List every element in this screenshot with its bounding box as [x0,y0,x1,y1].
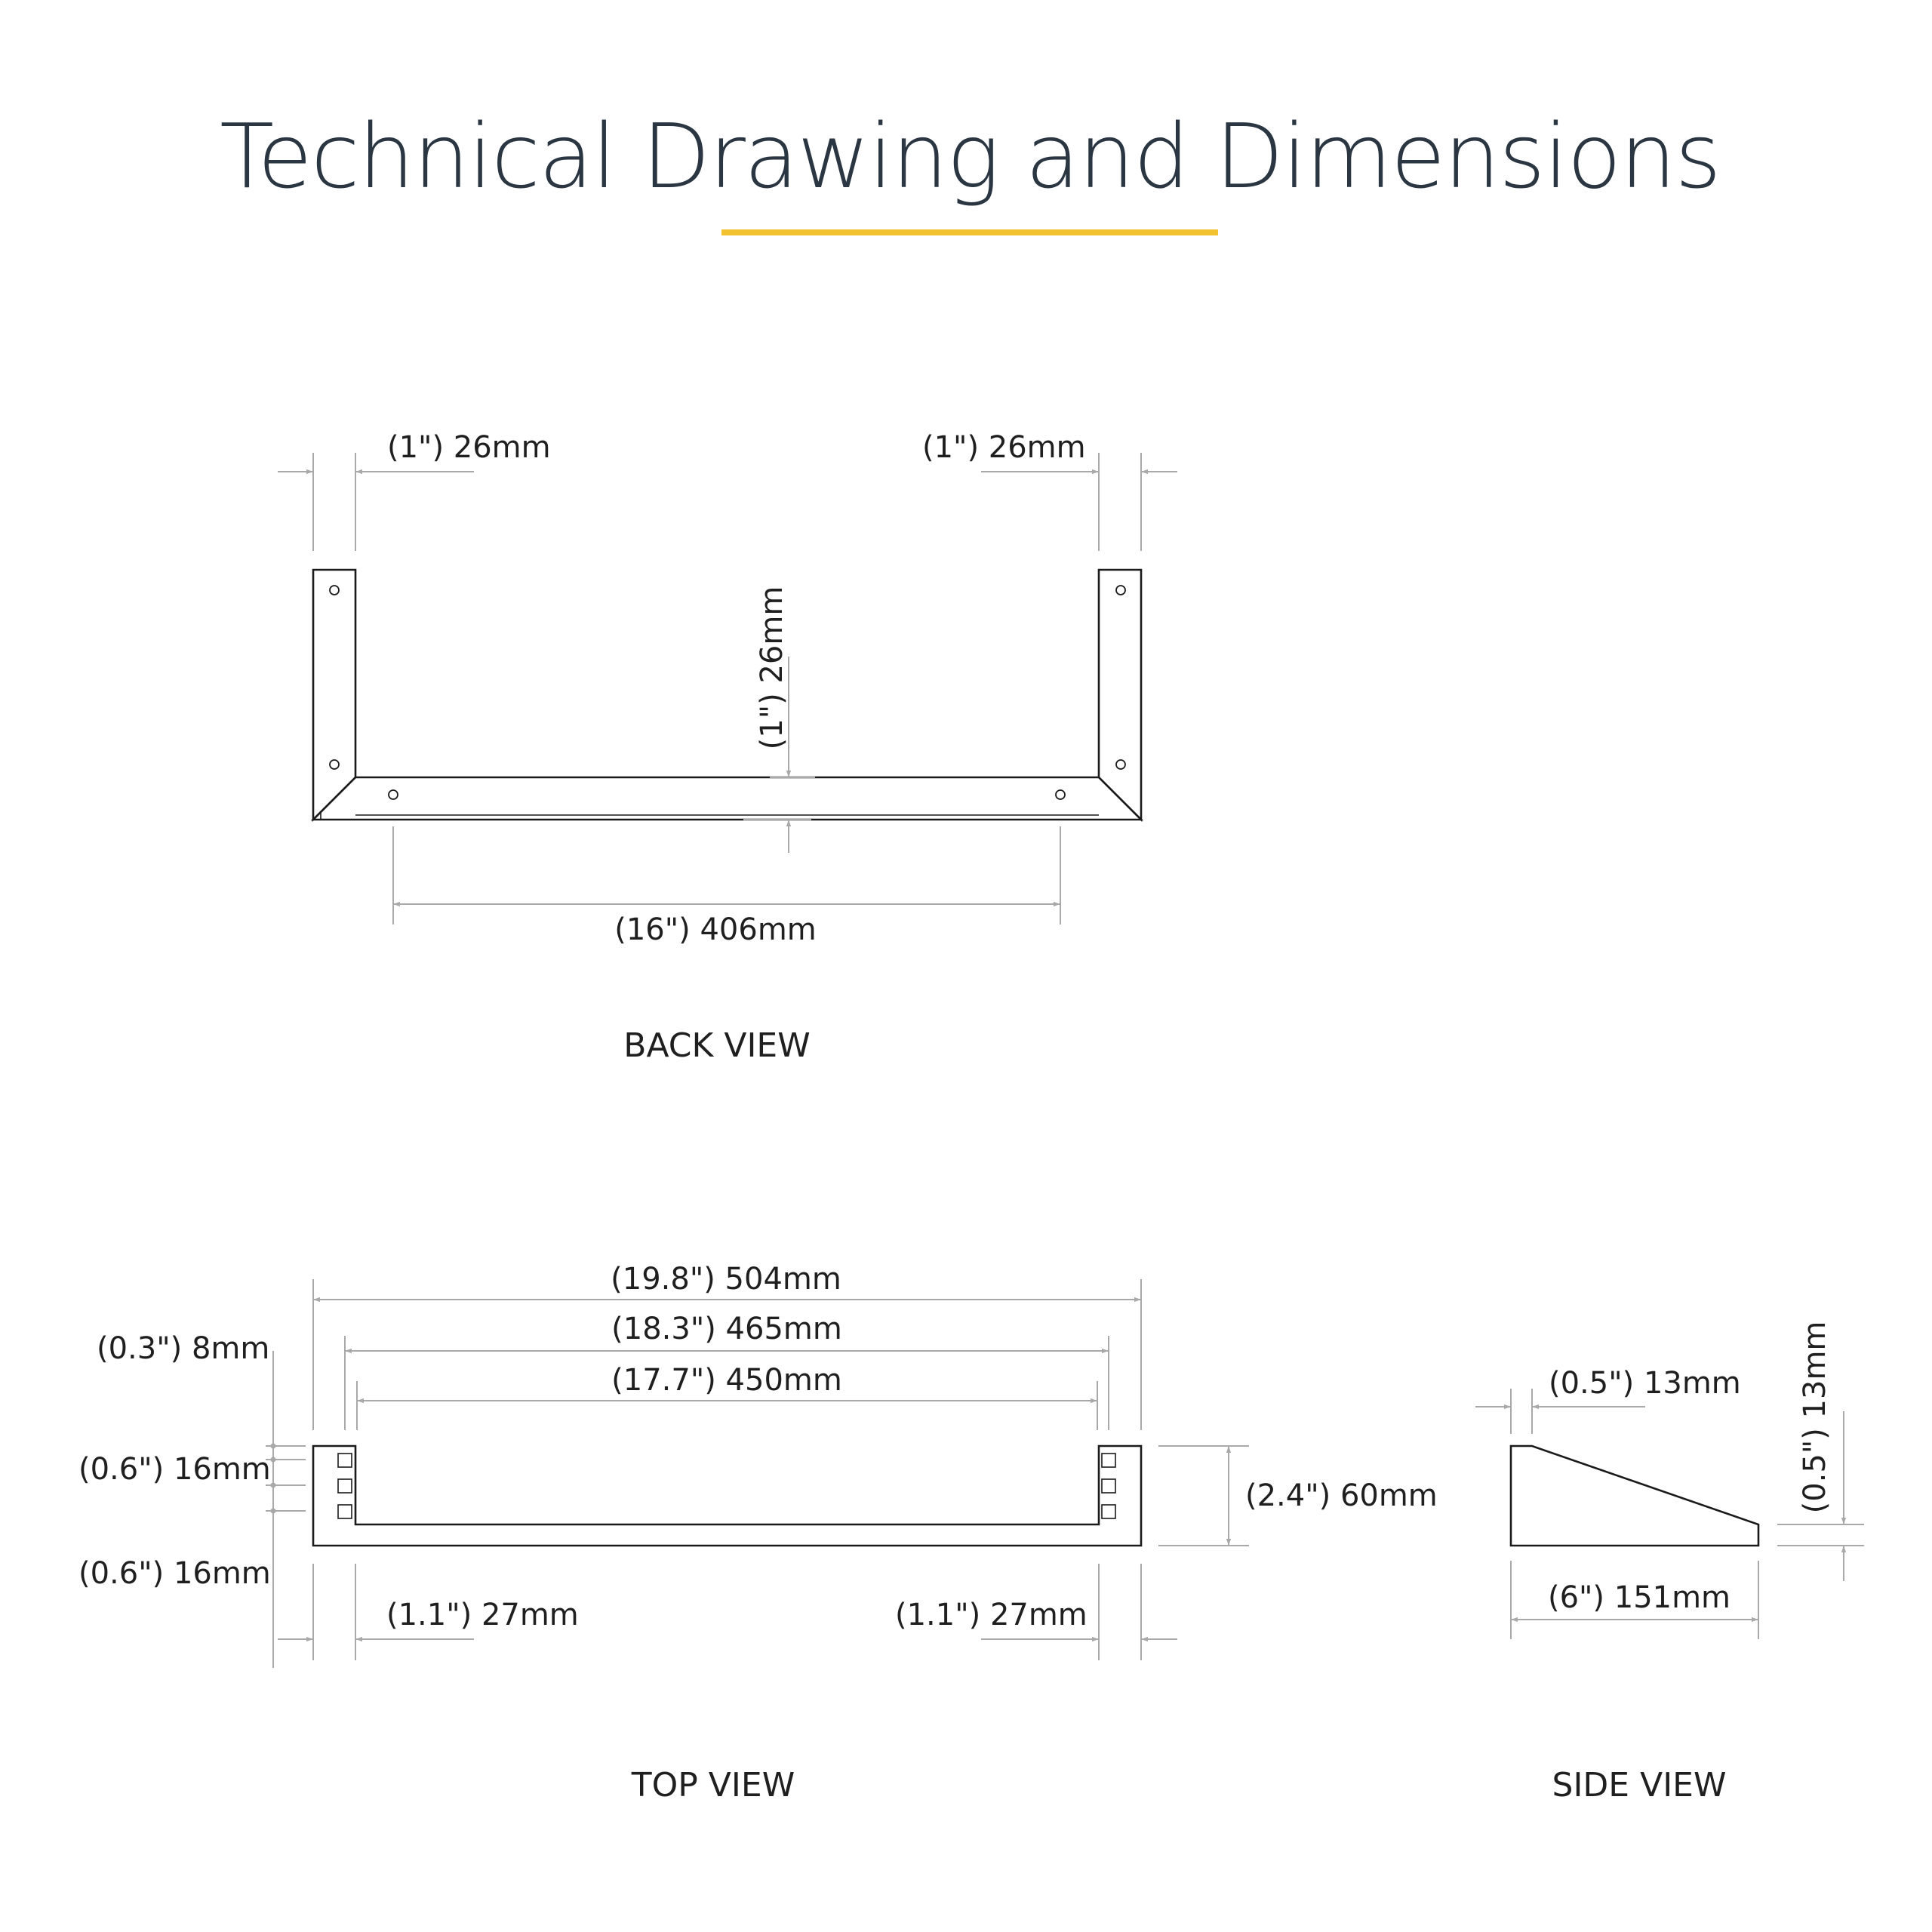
back-view-part [313,570,1141,820]
page-title: Technical Drawing and Dimensions [220,104,1720,208]
back-view-label: BACK VIEW [623,1026,811,1065]
top-depth-label: (2.4") 60mm [1245,1478,1438,1513]
side-top-thickness-label: (0.5") 13mm [1549,1366,1741,1401]
top-outer-width-label: (18.3") 465mm [611,1312,842,1346]
back-base-height-dimension [743,586,815,853]
top-overall-width-label: (19.8") 504mm [611,1262,841,1297]
back-base-height-label: (1") 26mm [755,586,789,750]
side-end-height-dimension [1777,1321,1864,1581]
top-right-ear-label: (1.1") 27mm [895,1598,1088,1632]
top-view-part [313,1446,1141,1546]
top-view [78,1262,1438,1804]
title-underline [721,229,1218,235]
side-length-label: (6") 151mm [1547,1580,1731,1615]
side-length-dimension [1511,1561,1758,1639]
top-inner-width-label: (17.7") 450mm [611,1363,842,1398]
top-view-label: TOP VIEW [631,1766,795,1804]
side-view-label: SIDE VIEW [1552,1766,1727,1804]
back-hole-spacing-label: (16") 406mm [614,912,817,947]
top-left-ear-dimension [278,1564,579,1660]
top-depth-dimension [1158,1446,1438,1546]
top-hole-pitch-2-label: (0.6") 16mm [78,1556,271,1591]
back-view [278,430,1177,1065]
side-top-thickness-dimension [1475,1366,1741,1434]
side-end-height-label: (0.5") 13mm [1798,1321,1832,1514]
back-hole-spacing-dimension [393,826,1060,947]
top-hole-edge-label: (0.3") 8mm [97,1331,270,1366]
top-hole-pitch-dimensions [78,1331,306,1668]
back-right-flange-dimension [922,430,1177,551]
back-left-flange-dimension [278,430,551,551]
back-left-flange-label: (1") 26mm [387,430,551,465]
top-right-ear-dimension [895,1564,1177,1660]
back-right-flange-label: (1") 26mm [922,430,1086,465]
top-inner-width-dimension [357,1363,1097,1430]
side-view-part [1511,1446,1758,1546]
top-hole-pitch-1-label: (0.6") 16mm [78,1452,271,1487]
side-view [1475,1321,1864,1804]
top-left-ear-label: (1.1") 27mm [386,1598,579,1632]
